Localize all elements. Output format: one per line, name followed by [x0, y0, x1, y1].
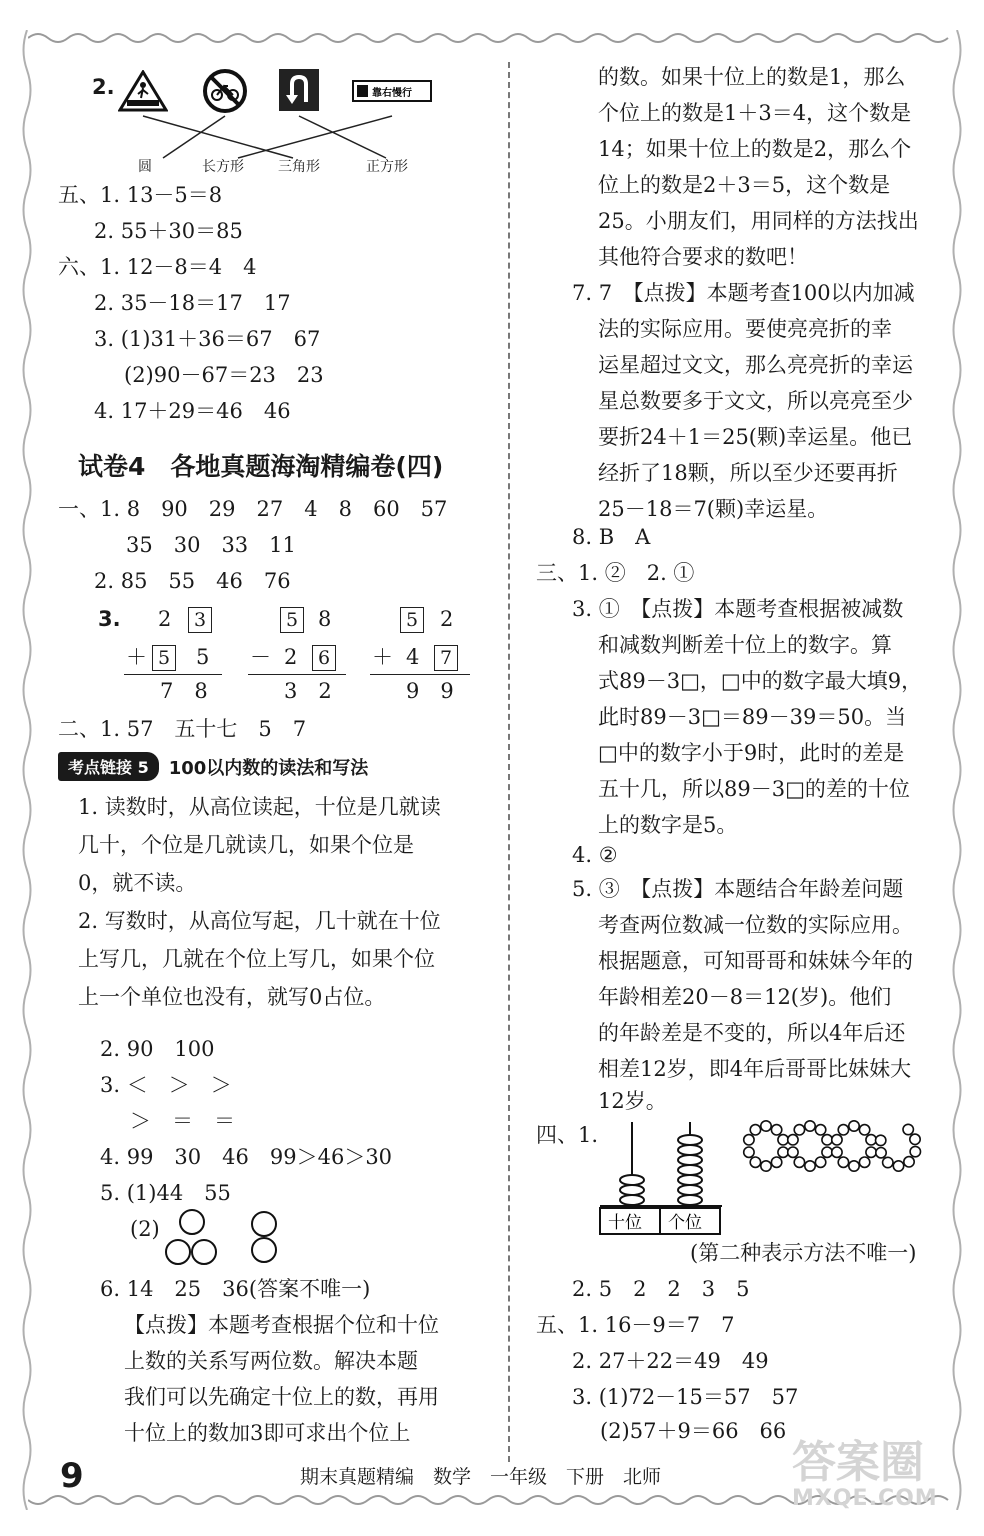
column-divider	[508, 62, 510, 1462]
bead	[876, 1135, 886, 1145]
calc-b-result: 3 2	[284, 679, 332, 703]
calc-a-rule	[124, 674, 222, 675]
bead	[788, 1135, 798, 1145]
calc-a-mid-digit: 5	[196, 645, 210, 669]
calc-b-operator: －	[250, 645, 271, 669]
left-border-decoration	[20, 30, 34, 1510]
knowledge-link-badge: 考点链接 5	[58, 752, 159, 781]
watermark-logo	[792, 1437, 938, 1512]
answer-q7-line5: 要折24＋1＝25(颗)幸运星。他已	[598, 425, 913, 449]
calc-b-mid-digit: 2	[284, 645, 298, 669]
answer-san-3-line5: □中的数字小于9时，此时的差是	[598, 741, 905, 765]
answer-si-2: 2. 5 2 2 3 5	[572, 1277, 750, 1301]
answer-liu-4: 4. 17＋29＝46 46	[94, 399, 291, 423]
answer-san-3-line3: 式89－3□，□中的数字最大填9，	[598, 669, 923, 693]
answer-er-5b: (2)	[130, 1217, 160, 1241]
answer-liu-3a: 3. (1)31＋36＝67 67	[94, 327, 321, 351]
right-border-decoration	[950, 30, 964, 1510]
answer-er-5a: 5. (1)44 55	[100, 1181, 231, 1205]
answer-san-4: 4. ②	[572, 843, 618, 867]
answer-er-3a: 3. ＜ ＞ ＞	[100, 1073, 232, 1097]
kd-p1-line2: 几十，个位是几就读几，如果个位是	[78, 833, 414, 857]
answer-san-5-line3: 根据题意，可知哥哥和妹妹今年的	[598, 949, 913, 973]
watermark-line1: 答案圈	[792, 1437, 924, 1488]
answer-san-5-line5: 的年龄差是不变的，所以4年后还	[598, 1021, 906, 1045]
right-line-5: 25。小朋友们，用同样的方法找出	[598, 209, 919, 233]
exam-4-title: 试卷4 各地真题海淘精编卷(四)	[78, 452, 444, 481]
bead	[750, 1157, 760, 1167]
calc-a-operator: ＋	[126, 645, 147, 669]
answer-q7-line3: 运星超过文文，那么亮亮折的幸运	[598, 353, 913, 377]
er-6-tip-line1: 【点拨】本题考查根据个位和十位	[124, 1313, 439, 1337]
keep-right-sign-text: 靠右慢行	[372, 88, 412, 99]
answer-san-5-line7: 12岁。	[598, 1089, 667, 1113]
answer-wu-1-right: 五、1. 16－9＝7 7	[536, 1313, 735, 1337]
right-line-1: 的数。如果十位上的数是1，那么	[598, 65, 906, 89]
answer-yi-1a: 一、1. 8 90 29 27 4 8 60 57	[58, 497, 448, 521]
circle-bead-diagrams	[160, 1208, 290, 1270]
bead	[832, 1135, 842, 1145]
matching-lines	[118, 114, 438, 160]
answer-san-5-line1: 5. ③ 【点拨】本题结合年龄差问题	[572, 877, 904, 901]
bead	[815, 1157, 825, 1167]
calc-a-result: 7 8	[160, 679, 208, 703]
pedestrian-crossing-sign-icon	[118, 70, 168, 112]
bead-circle-upper	[252, 1212, 276, 1236]
watermark-line2: MXQE.COM	[792, 1486, 938, 1511]
answer-san-3-line2: 和减数判断差十位上的数字。算	[598, 633, 892, 657]
answer-er-3b: ＞ ＝ ＝	[130, 1109, 235, 1133]
calc-c-result: 9 9	[406, 679, 454, 703]
calc-b-top-digit: 8	[318, 607, 332, 631]
calc-c-top-box: 5	[400, 607, 424, 633]
answer-yi-1b: 35 30 33 11	[126, 533, 296, 557]
bead-circle-right	[192, 1240, 216, 1264]
bead	[744, 1147, 754, 1157]
answer-san-5-line4: 年龄相差20－8＝12(岁)。他们	[598, 985, 892, 1009]
bead	[822, 1147, 832, 1157]
knowledge-link-title: 100以内数的读法和写法	[168, 757, 369, 779]
right-line-4: 位上的数是2＋3＝5，这个数是	[598, 173, 891, 197]
bead	[822, 1135, 832, 1145]
calc-c-mid-digit: 4	[406, 645, 420, 669]
answer-q7-line6: 经折了18颗，所以至少还要再折	[598, 461, 898, 485]
bead	[761, 1161, 771, 1171]
answer-er-1: 二、1. 57 五十七 5 7	[58, 717, 307, 741]
answer-wu-1: 五、1. 13－5＝8	[58, 183, 223, 207]
answer-san-1-2: 三、1. ② 2. ①	[536, 561, 695, 585]
kd-p1-line1: 1. 读数时，从高位读起，十位是几就读	[78, 795, 441, 819]
bead-circle-lower	[252, 1238, 276, 1262]
answer-er-6: 6. 14 25 36(答案不唯一)	[100, 1277, 371, 1301]
answer-liu-3b: (2)90－67＝23 23	[124, 363, 324, 387]
right-line-6: 其他符合要求的数吧！	[598, 245, 808, 269]
bead	[903, 1124, 913, 1134]
bead	[910, 1146, 920, 1156]
calc-b-rule	[248, 674, 346, 675]
bead-rings-icon	[742, 1118, 932, 1174]
question-2-label: 2.	[92, 75, 115, 99]
calc-c-top-digit: 2	[440, 607, 454, 631]
answer-san-3-line6: 五十几，所以89－3□的差的十位	[598, 777, 910, 801]
bead	[788, 1147, 798, 1157]
bead	[771, 1157, 781, 1167]
bead	[794, 1157, 804, 1167]
page-number: 9	[60, 1456, 84, 1496]
answer-q7-line7: 25－18＝7(颗)幸运星。	[598, 497, 829, 521]
shape-label-rectangle: 长方形	[202, 159, 244, 175]
bead	[838, 1157, 848, 1167]
answer-wu-3b-right: (2)57＋9＝66 66	[600, 1419, 787, 1443]
kd-p1-line3: 0，就不读。	[78, 871, 197, 895]
bead-circle-top	[180, 1210, 204, 1234]
knowledge-link-header	[58, 752, 368, 781]
answer-q8: 8. B A	[572, 525, 651, 549]
traffic-signs-matching	[118, 68, 438, 178]
bead	[805, 1161, 815, 1171]
calc-b-top-box: 5	[280, 607, 304, 633]
si-note: (第二种表示方法不唯一)	[690, 1241, 917, 1265]
top-border-decoration	[28, 30, 958, 44]
shape-label-circle: 圆	[138, 159, 152, 175]
er-6-tip-line4: 十位上的数加3即可求出个位上	[124, 1421, 411, 1445]
bead	[866, 1147, 876, 1157]
bead	[778, 1135, 788, 1145]
answer-san-5-line2: 考查两位数减一位数的实际应用。	[598, 913, 913, 937]
answer-wu-2-right: 2. 27＋22＝49 49	[572, 1349, 769, 1373]
answer-er-2: 2. 90 100	[100, 1037, 215, 1061]
answer-wu-2: 2. 55＋30＝85	[94, 219, 243, 243]
bead-rings-diagram	[742, 1118, 932, 1174]
bead	[815, 1125, 825, 1135]
answer-q7-line4: 星总数要多于文文，所以亮亮至少	[598, 389, 913, 413]
bead	[832, 1147, 842, 1157]
answer-liu-1: 六、1. 12－8＝4 4	[58, 255, 257, 279]
kd-p2-line3: 上一个单位也没有，就写0占位。	[78, 985, 386, 1009]
bead	[771, 1125, 781, 1135]
answer-q7-line2: 法的实际应用。要使亮亮折的幸	[598, 317, 892, 341]
calc-a-top-digit: 2	[158, 607, 172, 631]
er-6-tip-line2: 上数的关系写两位数。解决本题	[124, 1349, 418, 1373]
answer-yi-2: 2. 85 55 46 76	[94, 569, 291, 593]
abacus-icon	[598, 1118, 738, 1236]
answer-san-3-line7: 上的数字是5。	[598, 813, 738, 837]
bead	[794, 1125, 804, 1135]
calc-a-mid-box: 5	[152, 645, 176, 671]
bead	[838, 1125, 848, 1135]
bead	[876, 1148, 886, 1158]
bead	[750, 1125, 760, 1135]
shape-label-triangle: 三角形	[278, 159, 320, 175]
right-line-3: 14；如果十位上的数是2，那么个	[598, 137, 912, 161]
answer-wu-3a-right: 3. (1)72－15＝57 57	[572, 1385, 799, 1409]
keep-right-sign-icon	[352, 80, 432, 102]
bead	[761, 1121, 771, 1131]
bead	[910, 1134, 920, 1144]
bead	[859, 1125, 869, 1135]
answer-san-5-line6: 相差12岁，即4年后哥哥比妹妹大	[598, 1057, 912, 1081]
abacus-tens-label: 十位	[608, 1213, 642, 1233]
calc-c-operator: ＋	[372, 645, 393, 669]
answer-si-1-label: 四、1.	[536, 1123, 599, 1147]
calc-a-top-box: 3	[188, 607, 212, 633]
right-line-2: 个位上的数是1＋3＝4，这个数是	[598, 101, 912, 125]
bead	[778, 1147, 788, 1157]
answer-liu-2: 2. 35－18＝17 17	[94, 291, 291, 315]
calc-c-mid-box: 7	[434, 645, 458, 671]
answer-q7-line1: 7. 7 【点拨】本题考查100以内加减	[572, 281, 915, 305]
bead	[805, 1121, 815, 1131]
bead	[883, 1157, 893, 1167]
abacus-diagram	[598, 1118, 738, 1236]
kd-p2-line2: 上写几，几就在个位上写几，如果个位	[78, 947, 435, 971]
bead	[744, 1135, 754, 1145]
answer-san-3-line1: 3. ① 【点拨】本题考查根据被减数	[572, 597, 904, 621]
bead-circle-left	[166, 1240, 190, 1264]
answer-san-3-line4: 此时89－3□＝89－39＝50。当	[598, 705, 907, 729]
er-6-tip-line3: 我们可以先确定十位上的数，再用	[124, 1385, 439, 1409]
abacus-ones-label: 个位	[668, 1213, 702, 1233]
bead	[859, 1157, 869, 1167]
bead	[904, 1157, 914, 1167]
calc-c-rule	[370, 674, 470, 675]
bead	[849, 1161, 859, 1171]
shape-label-square: 正方形	[366, 159, 408, 175]
bead	[893, 1161, 903, 1171]
answer-yi-3-label: 3.	[98, 607, 121, 631]
u-turn-sign-icon	[278, 68, 320, 112]
kd-p2-line1: 2. 写数时，从高位写起，几十就在十位	[78, 909, 441, 933]
footer-text: 期末真题精编 数学 一年级 下册 北师	[300, 1466, 662, 1488]
no-bicycles-sign-icon	[202, 68, 248, 114]
answer-er-4: 4. 99 30 46 99＞46＞30	[100, 1145, 393, 1169]
calc-b-mid-box: 6	[312, 645, 336, 671]
bead	[849, 1121, 859, 1131]
